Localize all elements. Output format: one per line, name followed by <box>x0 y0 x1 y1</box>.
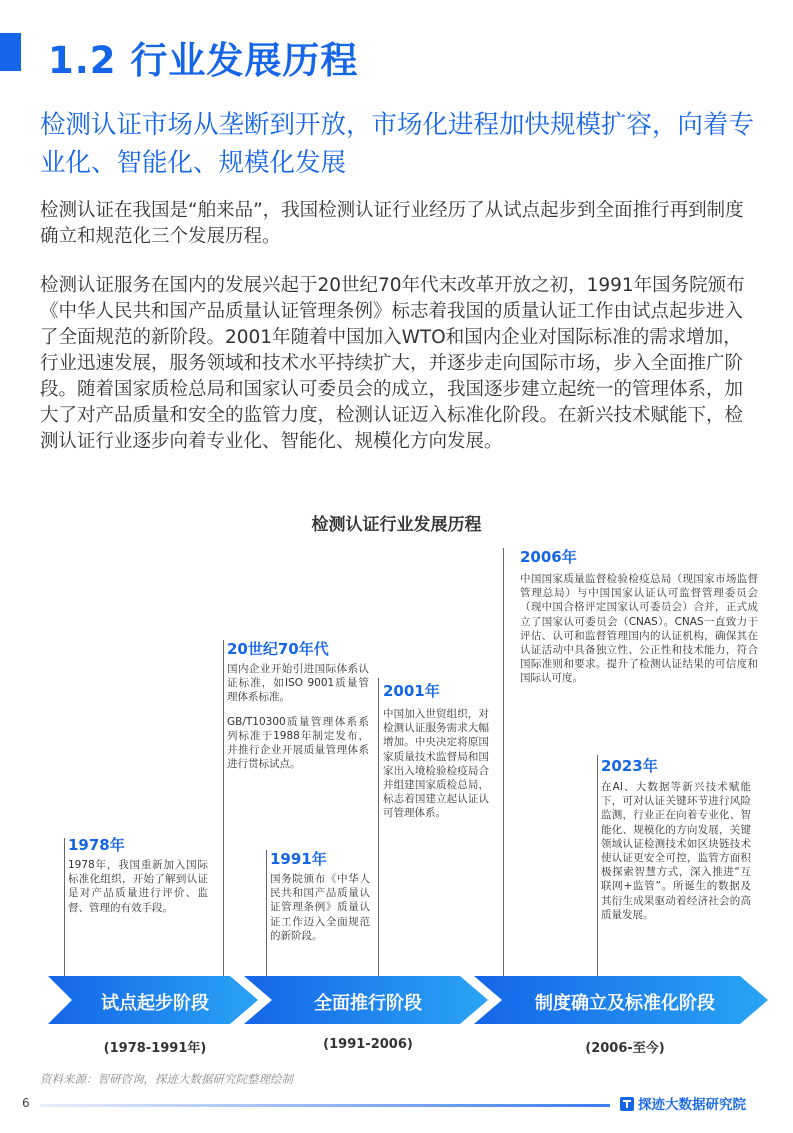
event-year-1978: 1978年 <box>68 836 125 854</box>
event-year-2001: 2001年 <box>383 682 440 700</box>
history-paragraph: 检测认证服务在国内的发展兴起于20世纪70年代末改革开放之初，1991年国务院颁布《中华人民共和国产品质量认证管理条例》标志着我国的质量认证工作由试点起步进入了全面规范的新阶段。2001年随着中国加入WTO和国内企业对国际标准的需求增加，行业迅速发展，服务领域和技术水平持续扩大，并逐步走向国际市场，步入全面推广阶段。随着国家质检总局和国家认可委员会的成立，我国逐步建立起统一的管理体系，加大了对产品质量和安全的监管力度，检测认证迈入标准化阶段。在新兴技术赋能下，检测认证行业逐步向着专业化、智能化、规模化方向发展。 <box>40 275 745 452</box>
event-desc-2023 <box>601 780 751 932</box>
source-note: 资料来源：智研咨询，探迹大数据研究院整理绘制 <box>40 1072 293 1086</box>
timeline-line-2001 <box>378 678 379 978</box>
timeline-line-1970s <box>223 640 224 978</box>
timeline-line-1991 <box>266 850 267 978</box>
section-title: 1.2 行业发展历程 <box>48 39 359 82</box>
event-desc-text: GB/T10300质量管理体系系列标准于1988年制定发布，并推行企业开展质量管理体系进行贯标试点。 <box>227 715 369 771</box>
brand-logo <box>620 1093 746 1113</box>
accent-bar <box>0 33 21 71</box>
stage-period-pilot: (1978-1991年) <box>103 1041 207 1056</box>
event-desc-2001 <box>383 707 489 831</box>
brand-icon <box>620 1097 634 1111</box>
timeline-line-1978 <box>64 838 65 978</box>
stage-period-standardization: (2006-至今) <box>585 1041 665 1056</box>
brand-name: 探迹大数据研究院 <box>638 1097 746 1113</box>
timeline-title: 检测认证行业发展历程 <box>311 515 482 535</box>
timeline-line-2023 <box>597 755 598 978</box>
event-desc-text: 国内企业开始引进国际体系认证标准，如ISO 9001质量管理体系标准。 <box>227 663 369 704</box>
event-desc-text: 在AI、大数据等新兴技术赋能下，可对认证关键环节进行风险监测，行业正在向着专业化、智能化、规模化的方向发展，关键领域认证检测技术如区块链技术使认证更安全可控，监管方面积极探索智慧方式，深入推进“互联网+监管”。所诞生的数据及其衍生成果驱动着经济社会的高质量发展。 <box>601 781 751 921</box>
event-year-1970s: 20世纪70年代 <box>227 640 329 658</box>
event-desc-text: 1978年，我国重新加入国际标准化组织，开始了解到认证是对产品质量进行评价、监督、管理的有效手段。 <box>68 859 208 914</box>
stage-label-standardization: 制度确立及标准化阶段 <box>535 993 715 1014</box>
section-subtitle: 检测认证市场从垄断到开放，市场化进程加快规模扩容，向着专业化、智能化、规模化发展 <box>40 110 755 178</box>
event-desc-1991 <box>270 872 370 953</box>
event-desc-1978 <box>68 858 208 925</box>
stage-label-pilot: 试点起步阶段 <box>101 993 209 1014</box>
event-year-1991: 1991年 <box>270 850 327 868</box>
event-desc-text: 中国国家质量监督检验检疫总局（现国家市场监督管理总局）与中国国家认证认可监督管理委员会（现中国合格评定国家认可委员会）合并，正式成立了国家认可委员会（CNAS）。CNAS一直致力于评估、认可和监督管理国内的认证机构，确保其在认证活动中具备独立性、公正性和技术能力，符合国际准则和要求。提升了检测认证结果的可信度和国际认可度。 <box>520 573 758 685</box>
page-number: 6 <box>22 1096 30 1110</box>
footer-divider <box>40 1104 610 1107</box>
event-desc-1970s <box>227 662 369 781</box>
event-desc-2006 <box>520 572 758 696</box>
timeline-line-2006 <box>503 548 504 978</box>
event-year-2006: 2006年 <box>520 548 577 566</box>
event-year-2023: 2023年 <box>601 757 658 775</box>
event-desc-text: 中国加入世贸组织，对检测认证服务需求大幅增加。中央决定将原国家质量技术监督局和国家出入境检验检疫局合并组建国家质检总局，标志着国建立起认证认可管理体系。 <box>383 708 489 820</box>
event-desc-text: 国务院颁布《中华人民共和国产品质量认证管理条例》质量认证工作迈入全面规范的新阶段。 <box>270 873 370 942</box>
stage-period-promotion: (1991-2006) <box>323 1037 413 1052</box>
stage-label-promotion: 全面推行阶段 <box>314 993 422 1014</box>
intro-paragraph: 检测认证在我国是“舶来品”，我国检测认证行业经历了从试点起步到全面推行再到制度确立和规范化三个发展历程。 <box>40 200 744 247</box>
